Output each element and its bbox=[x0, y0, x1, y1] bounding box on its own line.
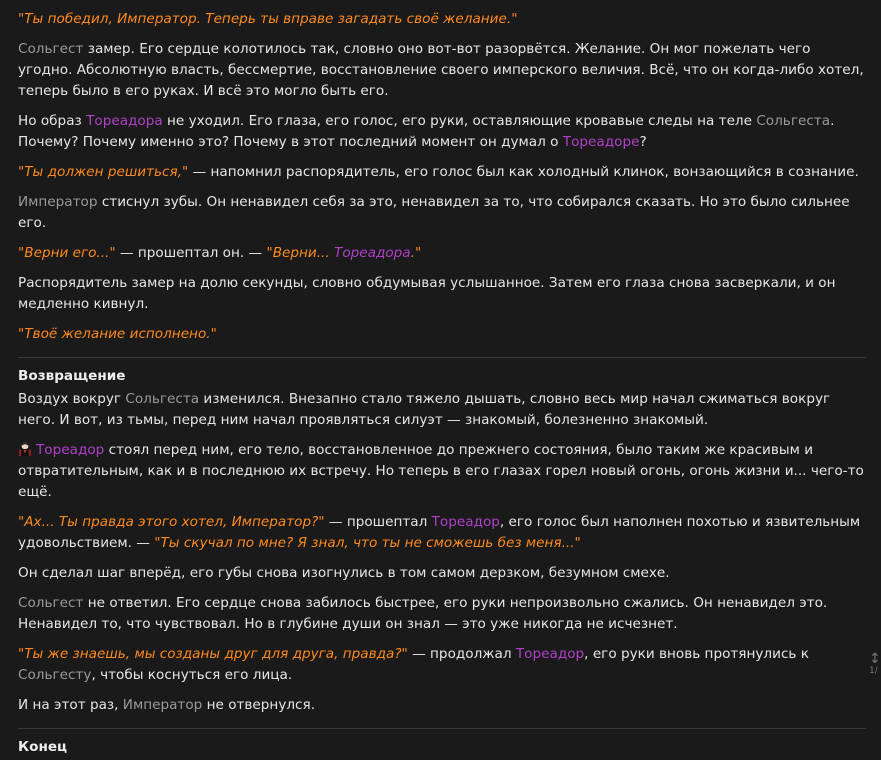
character-name-emperor: Император bbox=[122, 697, 203, 713]
dialogue-quote: "Ты же знаешь, мы созданы друг для друга, правда?" bbox=[18, 646, 408, 662]
paragraph bbox=[18, 695, 866, 716]
section-heading: Возвращение bbox=[18, 368, 126, 384]
narration: , чтобы коснуться его лица. bbox=[91, 667, 293, 683]
paragraph bbox=[18, 644, 866, 686]
narration: Но образ bbox=[18, 113, 87, 129]
paragraph bbox=[18, 440, 866, 503]
dialogue-quote: "Верни его..." bbox=[18, 245, 116, 261]
scroll-position-label: 1/ bbox=[869, 666, 878, 676]
character-name-solgest: Сольгест bbox=[18, 41, 84, 57]
narration: — прошептал он. — bbox=[115, 245, 267, 261]
character-name-solgest: Сольгесту bbox=[18, 667, 92, 683]
narration: ? bbox=[639, 134, 647, 150]
dialogue-quote: "Ты скучал по мне? Я знал, что ты не сможешь без меня..." bbox=[154, 535, 581, 551]
dialogue-quote: "Ах... Ты правда этого хотел, Император?" bbox=[18, 514, 325, 530]
dialogue-quote: "Ты победил, Император. Теперь ты вправе загадать своё желание." bbox=[18, 11, 518, 27]
narration: изменился. Внезапно стало тяжело дышать, словно весь мир начал сжиматься вокруг него. И вот, из тьмы, перед ним начал проявляться силуэт — знакомый, болезненно знакомый. bbox=[18, 391, 831, 428]
paragraph bbox=[18, 563, 866, 584]
paragraph bbox=[18, 512, 866, 554]
paragraph bbox=[18, 389, 866, 431]
narration: стиснул зубы. Он ненавидел себя за это, ненавидел за то, что собирался сказать. Но это было сильнее его. bbox=[18, 194, 850, 231]
character-name-toreador: Тореадора bbox=[334, 245, 411, 261]
character-name-emperor: Император bbox=[18, 194, 98, 210]
dialogue-quote: "Ты должен решиться," bbox=[18, 164, 189, 180]
paragraph bbox=[18, 593, 866, 635]
paragraph bbox=[18, 243, 866, 264]
narration: Воздух вокруг bbox=[18, 391, 126, 407]
narration: — продолжал bbox=[407, 646, 516, 662]
character-name-toreador: Тореадоре bbox=[562, 134, 640, 150]
section-divider bbox=[18, 728, 866, 729]
narration: , его руки вновь протянулись к bbox=[584, 646, 809, 662]
paragraph bbox=[18, 111, 866, 153]
character-name-toreador: Тореадор bbox=[36, 442, 105, 458]
narration: не ответил. Его сердце снова забилось быстрее, его руки непроизвольно сжались. Он ненавидел это. Ненавидел то, что чувствовал. Но в глубине души он знал — это уже никогда не исчезнет. bbox=[18, 595, 828, 632]
narration: — прошептал bbox=[324, 514, 432, 530]
paragraph bbox=[18, 162, 866, 183]
paragraph bbox=[18, 273, 866, 315]
narration: не отвернулся. bbox=[202, 697, 316, 713]
narration: замер. Его сердце колотилось так, словно оно вот-вот разорвётся. Желание. Он мог пожелать чего угодно. Абсолютную власть, бессмертие, восстановление своего имперского величия. Всё, что он когда-либо хотел, теперь было в его руках. И всё это могло быть его. bbox=[18, 41, 864, 99]
vampire-emoji-icon bbox=[18, 441, 32, 456]
character-name-solgest: Сольгест bbox=[18, 595, 84, 611]
narration: стоял перед ним, его тело, восстановленное до прежнего состояния, было таким же красивым и отвратительным, как и в последнюю их встречу. Но теперь в его глазах горел новый огонь, огонь жизни и... чего-то ещё. bbox=[18, 442, 864, 500]
narration: И на этот раз, bbox=[18, 697, 123, 713]
dialogue-quote bbox=[266, 245, 421, 261]
character-name-toreador: Тореадор bbox=[431, 514, 500, 530]
narration: не уходил. Его глаза, его голос, его руки, оставляющие кровавые следы на теле bbox=[162, 113, 757, 129]
narration: . Почему? Почему именно это? Почему в этот последний момент он думал о bbox=[18, 113, 835, 150]
paragraph bbox=[18, 39, 866, 102]
section-heading: Конец bbox=[18, 739, 68, 755]
character-name-solgest: Сольгеста bbox=[125, 391, 200, 407]
dialogue-quote-part: ." bbox=[410, 245, 422, 261]
section-divider bbox=[18, 357, 866, 358]
narration: , его голос был наполнен похотью и язвительным удовольствием. — bbox=[18, 514, 861, 551]
scroll-arrows-icon[interactable]: ↕ bbox=[869, 651, 881, 667]
scroll-indicator[interactable] bbox=[869, 652, 881, 702]
paragraph bbox=[18, 9, 866, 30]
paragraph bbox=[18, 192, 866, 234]
narration: Распорядитель замер на долю секунды, словно обдумывая услышанное. Затем его глаза снова засверкали, и он медленно кивнул. bbox=[18, 275, 836, 312]
dialogue-quote-part: "Верни... bbox=[266, 245, 335, 261]
dialogue-quote: "Твоё желание исполнено." bbox=[18, 326, 217, 342]
story-content bbox=[18, 9, 866, 760]
narration: Он сделал шаг вперёд, его губы снова изогнулись в том самом дерзком, безумном смехе. bbox=[18, 565, 670, 581]
character-name-toreador: Тореадор bbox=[515, 646, 585, 662]
character-name-toreador: Тореадора bbox=[86, 113, 163, 129]
character-name-solgest: Сольгеста bbox=[756, 113, 831, 129]
narration: — напомнил распорядитель, его голос был как холодный клинок, вонзающийся в сознание. bbox=[188, 164, 859, 180]
paragraph bbox=[18, 324, 866, 345]
